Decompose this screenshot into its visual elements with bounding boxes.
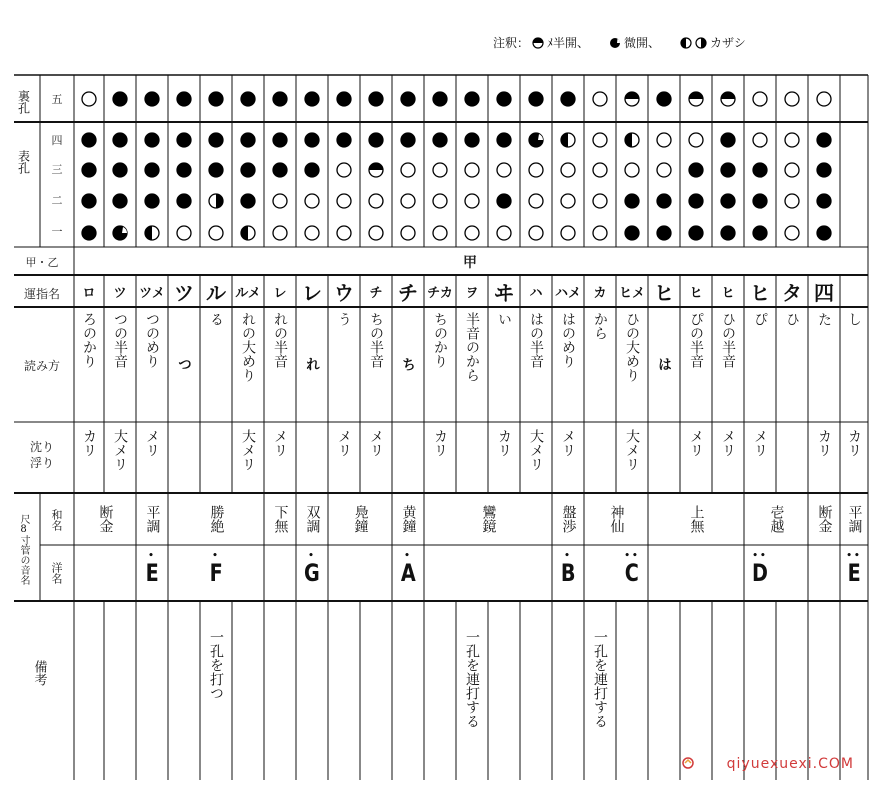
legend-kazashi: カザシ [710,36,746,50]
hole2-state-22 [785,194,799,208]
hole5-state-18 [657,92,671,106]
fingering-name: チ [369,285,383,301]
youmei-note [744,546,776,600]
hole3-state-8 [337,163,351,177]
hole2-state-2 [145,194,159,208]
hole3-state-12 [465,163,479,177]
hole3-state-7 [305,163,319,177]
hole5-state-11 [433,92,447,106]
reading-text: ろのかり [81,312,97,368]
hole2-state-13 [497,194,511,208]
hole1-state-12 [465,226,479,240]
fingering-name: ツ [113,285,127,301]
hole4-state-16 [593,133,607,147]
front-hole-label: 表孔 [16,150,31,174]
youmei-letter: G [304,559,320,587]
hole4-state-5 [241,133,255,147]
wamei-text: 平調 [846,505,863,533]
watermark: qiyuexuexi.COM [726,756,854,772]
hole1-state-5 [241,226,255,240]
meri-kari-text: メリ [560,429,576,457]
hole4-state-4 [209,133,223,147]
hole2-state-17 [625,194,639,208]
hole4-state-9 [369,133,383,147]
fingering-name: ヒ [654,280,674,305]
meri-kari-text: メリ [336,429,352,457]
hole2-state-18 [657,194,671,208]
reading-text: は [656,357,672,371]
youmei-note [296,546,328,600]
hole5-state-12 [465,92,479,106]
hole3-state-19 [689,163,703,177]
fingering-name-label: 運指名 [23,286,60,301]
youmei-note [616,546,648,600]
fingering-name: ハ [529,285,543,301]
reading-text: はのめり [560,312,576,368]
reading-text: ぴの半音 [688,312,704,368]
meri-kari-text [456,423,488,497]
hole4-state-21 [753,133,767,147]
hole2-state-4 [209,194,223,208]
fingering-name: ハメ [554,285,581,301]
youmei-letter: B [560,559,576,587]
fingering-name: チ [398,280,418,305]
hole3-state-1 [113,163,127,177]
remark-text: 一孔を連打する [592,630,608,728]
meri-kari-text: メリ [752,429,768,457]
hole1-state-16 [593,226,607,240]
hole2-state-9 [369,194,383,208]
fingering-name: ヒ [750,280,770,305]
hole3-state-17 [625,163,639,177]
reading-text: れの大めり [240,312,256,382]
meri-kari-text: カリ [81,429,97,457]
meri-kari-label [14,440,70,470]
hole2-state-15 [561,194,575,208]
wamei-text: 盤渉 [560,505,577,533]
youmei-label: 洋名 [50,562,63,584]
hole4-state-0 [82,133,96,147]
hole2-state-6 [273,194,287,208]
kotsu-label: 甲・乙 [25,256,59,269]
hole5-state-1 [113,92,127,106]
hole3-state-3 [177,163,191,177]
hole2-state-11 [433,194,447,208]
hole4-state-22 [785,133,799,147]
hole1-state-6 [273,226,287,240]
hole4-state-7 [305,133,319,147]
fingering-name: ヒ [689,285,703,301]
reading-text: ひの半音 [720,312,736,368]
hole5-state-7 [305,92,319,106]
hole2-state-0 [82,194,96,208]
youmei-letter: C [624,559,640,587]
youmei-letter: A [400,559,416,587]
hole4-state-1 [113,133,127,147]
hole5-state-19 [689,92,703,106]
hole2-state-12 [465,194,479,208]
wamei-text: 平調 [144,505,161,533]
reading-text: つ [176,357,192,371]
meri-kari-text [776,423,808,497]
hole4-state-23 [817,133,831,147]
reading-text: し [846,312,862,326]
youmei-letter: E [847,559,861,587]
hole5-state-16 [593,92,607,106]
hole5-state-2 [145,92,159,106]
hole4-state-3 [177,133,191,147]
meri-kari-text: 大メリ [528,429,544,471]
reading-text: れの半音 [272,312,288,368]
hole1-state-22 [785,226,799,240]
hole1-state-20 [721,226,735,240]
hole4-state-10 [401,133,415,147]
youmei-note [136,546,168,600]
reading-text: ひの大めり [624,312,640,382]
meri-kari-text: 大メリ [112,429,128,471]
hole5-state-10 [401,92,415,106]
reading-text: る [208,312,224,326]
meri-kari-text [648,423,680,497]
hole2-state-5 [241,194,255,208]
wamei-label: 和名 [50,509,63,531]
fingering-name: レ [273,285,287,301]
meri-kari-text [168,423,200,497]
hole3-state-14 [529,163,543,177]
wamei-text: 鳧鐘 [352,505,369,533]
legend-prefix: 注釈： [493,36,530,50]
hole4-state-13 [497,133,511,147]
hole4-state-20 [721,133,735,147]
hole5-state-6 [273,92,287,106]
hole2-state-10 [401,194,415,208]
hole1-state-11 [433,226,447,240]
hole5-state-14 [529,92,543,106]
fingering-name: ヒ [721,285,735,301]
reading-text: はの半音 [528,312,544,368]
hole5-state-9 [369,92,383,106]
hole4-state-18 [657,133,671,147]
youmei-letter: E [145,559,159,587]
hole3-state-15 [561,163,575,177]
meri-kari-text [584,423,616,497]
hole3-state-20 [721,163,735,177]
hole5-state-17 [625,92,639,106]
hole2-state-23 [817,194,831,208]
hole3-state-18 [657,163,671,177]
meri-kari-label-text: 沈り浮り [29,440,54,470]
meri-kari-text: メリ [688,429,704,457]
hole5-state-21 [753,92,767,106]
meri-kari-text [200,423,232,497]
meri-kari-text: カリ [432,429,448,457]
hole3-state-10 [401,163,415,177]
remark-text: 一孔を打つ [208,630,224,700]
meri-kari-text: メリ [144,429,160,457]
reading-text: ひ [784,312,800,326]
hole2-state-8 [337,194,351,208]
reading-text: い [496,312,512,326]
fingering-name: ツメ [139,285,165,301]
hole5-state-8 [337,92,351,106]
hole5-state-5 [241,92,255,106]
meri-kari-text: カリ [846,429,862,457]
hole2-state-7 [305,194,319,208]
reading-text: つのめり [144,312,160,368]
hole3-state-6 [273,163,287,177]
hole5-state-4 [209,92,223,106]
hole2-state-20 [721,194,735,208]
meri-kari-text: メリ [272,429,288,457]
hole5-state-22 [785,92,799,106]
hole3-state-2 [145,163,159,177]
meri-kari-text: カリ [496,429,512,457]
wamei-text: 断金 [816,505,833,533]
hole1-state-0 [82,226,96,240]
hole1-state-23 [817,226,831,240]
hole4-state-12 [465,133,479,147]
fingering-name: ルメ [235,285,261,301]
wamei-text: 神仙 [608,505,625,533]
hole1-state-3 [177,226,191,240]
octave-dots: • [212,551,220,561]
hole3-state-21 [753,163,767,177]
hole1-state-4 [209,226,223,240]
fingering-name: ル [206,280,226,305]
hole3-state-23 [817,163,831,177]
hole4-state-14 [529,133,543,147]
fingering-name: チカ [427,285,453,301]
hole2-state-14 [529,194,543,208]
octave-dots: • [564,551,572,561]
reading-text: ちのかり [432,312,448,368]
hole5-state-23 [817,92,831,106]
reading-text: う [336,312,352,326]
hole1-state-14 [529,226,543,240]
fingering-name: レ [302,280,322,305]
hole5-state-3 [177,92,191,106]
meri-kari-text: 大メリ [624,429,640,471]
hole5-state-20 [721,92,735,106]
hole1-label: 一 [51,225,63,238]
meri-kari-text: メリ [720,429,736,457]
wamei-text: 双調 [304,505,321,533]
hole2-state-19 [689,194,703,208]
hole1-state-9 [369,226,383,240]
hole2-state-3 [177,194,191,208]
octave-dots: •• [624,551,640,561]
octave-dots: • [148,551,156,561]
hole1-state-10 [401,226,415,240]
wamei-text: 断金 [97,505,114,533]
fingering-name: タ [782,280,802,305]
biko-label: 備考 [31,660,47,686]
wamei-text: 下無 [272,505,289,533]
hole2-label: 二 [51,194,63,207]
reading-text: ちの半音 [368,312,384,368]
hole2-state-16 [593,194,607,208]
reading-text: から [592,312,608,340]
fingering-name: ロ [82,285,96,301]
hole1-state-8 [337,226,351,240]
hole5-state-0 [82,92,96,106]
youmei-letter: D [752,559,768,587]
wamei-text: 勝絶 [208,505,225,533]
wamei-text: 鸞鏡 [480,505,497,533]
legend-half-open: ﾒ半開、 [547,36,590,50]
hole3-state-5 [241,163,255,177]
hole4-state-11 [433,133,447,147]
fingering-name: ツ [174,280,194,305]
hole4-label: 四 [51,134,63,147]
octave-dots: • [404,551,412,561]
reading-text: ぴ [752,312,768,326]
hole1-state-21 [753,226,767,240]
meri-kari-text [296,423,328,497]
hole1-state-1 [113,226,127,240]
kotsu-value: 甲 [463,255,477,271]
reading-text: れ [304,357,320,371]
youmei-letter: F [209,559,223,587]
hole2-state-1 [113,194,127,208]
reading-text: ち [400,357,416,371]
fingering-name: ヰ [494,280,514,305]
fingering-name: ヲ [465,285,479,301]
fingering-name: ヒメ [618,285,645,301]
hole1-state-7 [305,226,319,240]
back-hole-label: 裏孔 [16,90,31,114]
hole3-state-0 [82,163,96,177]
reading-text: た [816,312,832,326]
hole3-state-22 [785,163,799,177]
meri-kari-text: メリ [368,429,384,457]
remark-text: 一孔を連打する [464,630,480,728]
hole3-state-13 [497,163,511,177]
fingering-name: ウ [334,280,354,305]
hole5-state-15 [561,92,575,106]
wamei-text: 黄鐘 [400,505,417,533]
hole4-state-2 [145,133,159,147]
hole4-state-15 [561,133,575,147]
octave-dots: • [308,551,316,561]
hole1-state-13 [497,226,511,240]
wamei-text: 上無 [688,505,705,533]
youmei-note [392,546,424,600]
reading-text: 半音のから [464,312,480,382]
hole3-state-4 [209,163,223,177]
hole1-state-18 [657,226,671,240]
hole4-state-6 [273,133,287,147]
fingering-name: カ [593,285,607,301]
hole4-state-8 [337,133,351,147]
hole3-state-11 [433,163,447,177]
meri-kari-text: 大メリ [240,429,256,471]
hole1-state-2 [145,226,159,240]
meri-kari-text: カリ [816,429,832,457]
youmei-note [840,546,868,600]
legend-slight-open: 微開、 [624,36,661,50]
octave-dots: •• [752,551,768,561]
hole3-state-16 [593,163,607,177]
hole4-state-19 [689,133,703,147]
fingering-name: 四 [814,280,834,305]
hole1-state-19 [689,226,703,240]
hole5-label: 五 [51,93,63,106]
youmei-note [552,546,584,600]
youmei-note [200,546,232,600]
watermark-logo-icon [682,757,694,769]
reading-label: 読み方 [23,358,60,373]
hole1-state-15 [561,226,575,240]
hole2-state-21 [753,194,767,208]
hole3-label: 三 [51,163,63,176]
hole4-state-17 [625,133,639,147]
reading-text: つの半音 [112,312,128,368]
wamei-text: 壱越 [768,505,785,533]
octave-dots: •• [846,551,862,561]
hole3-state-9 [369,163,383,177]
hole1-state-17 [625,226,639,240]
hole5-state-13 [497,92,511,106]
shaku8-label: 尺8寸管の音名 [18,513,29,585]
meri-kari-text [392,423,424,497]
